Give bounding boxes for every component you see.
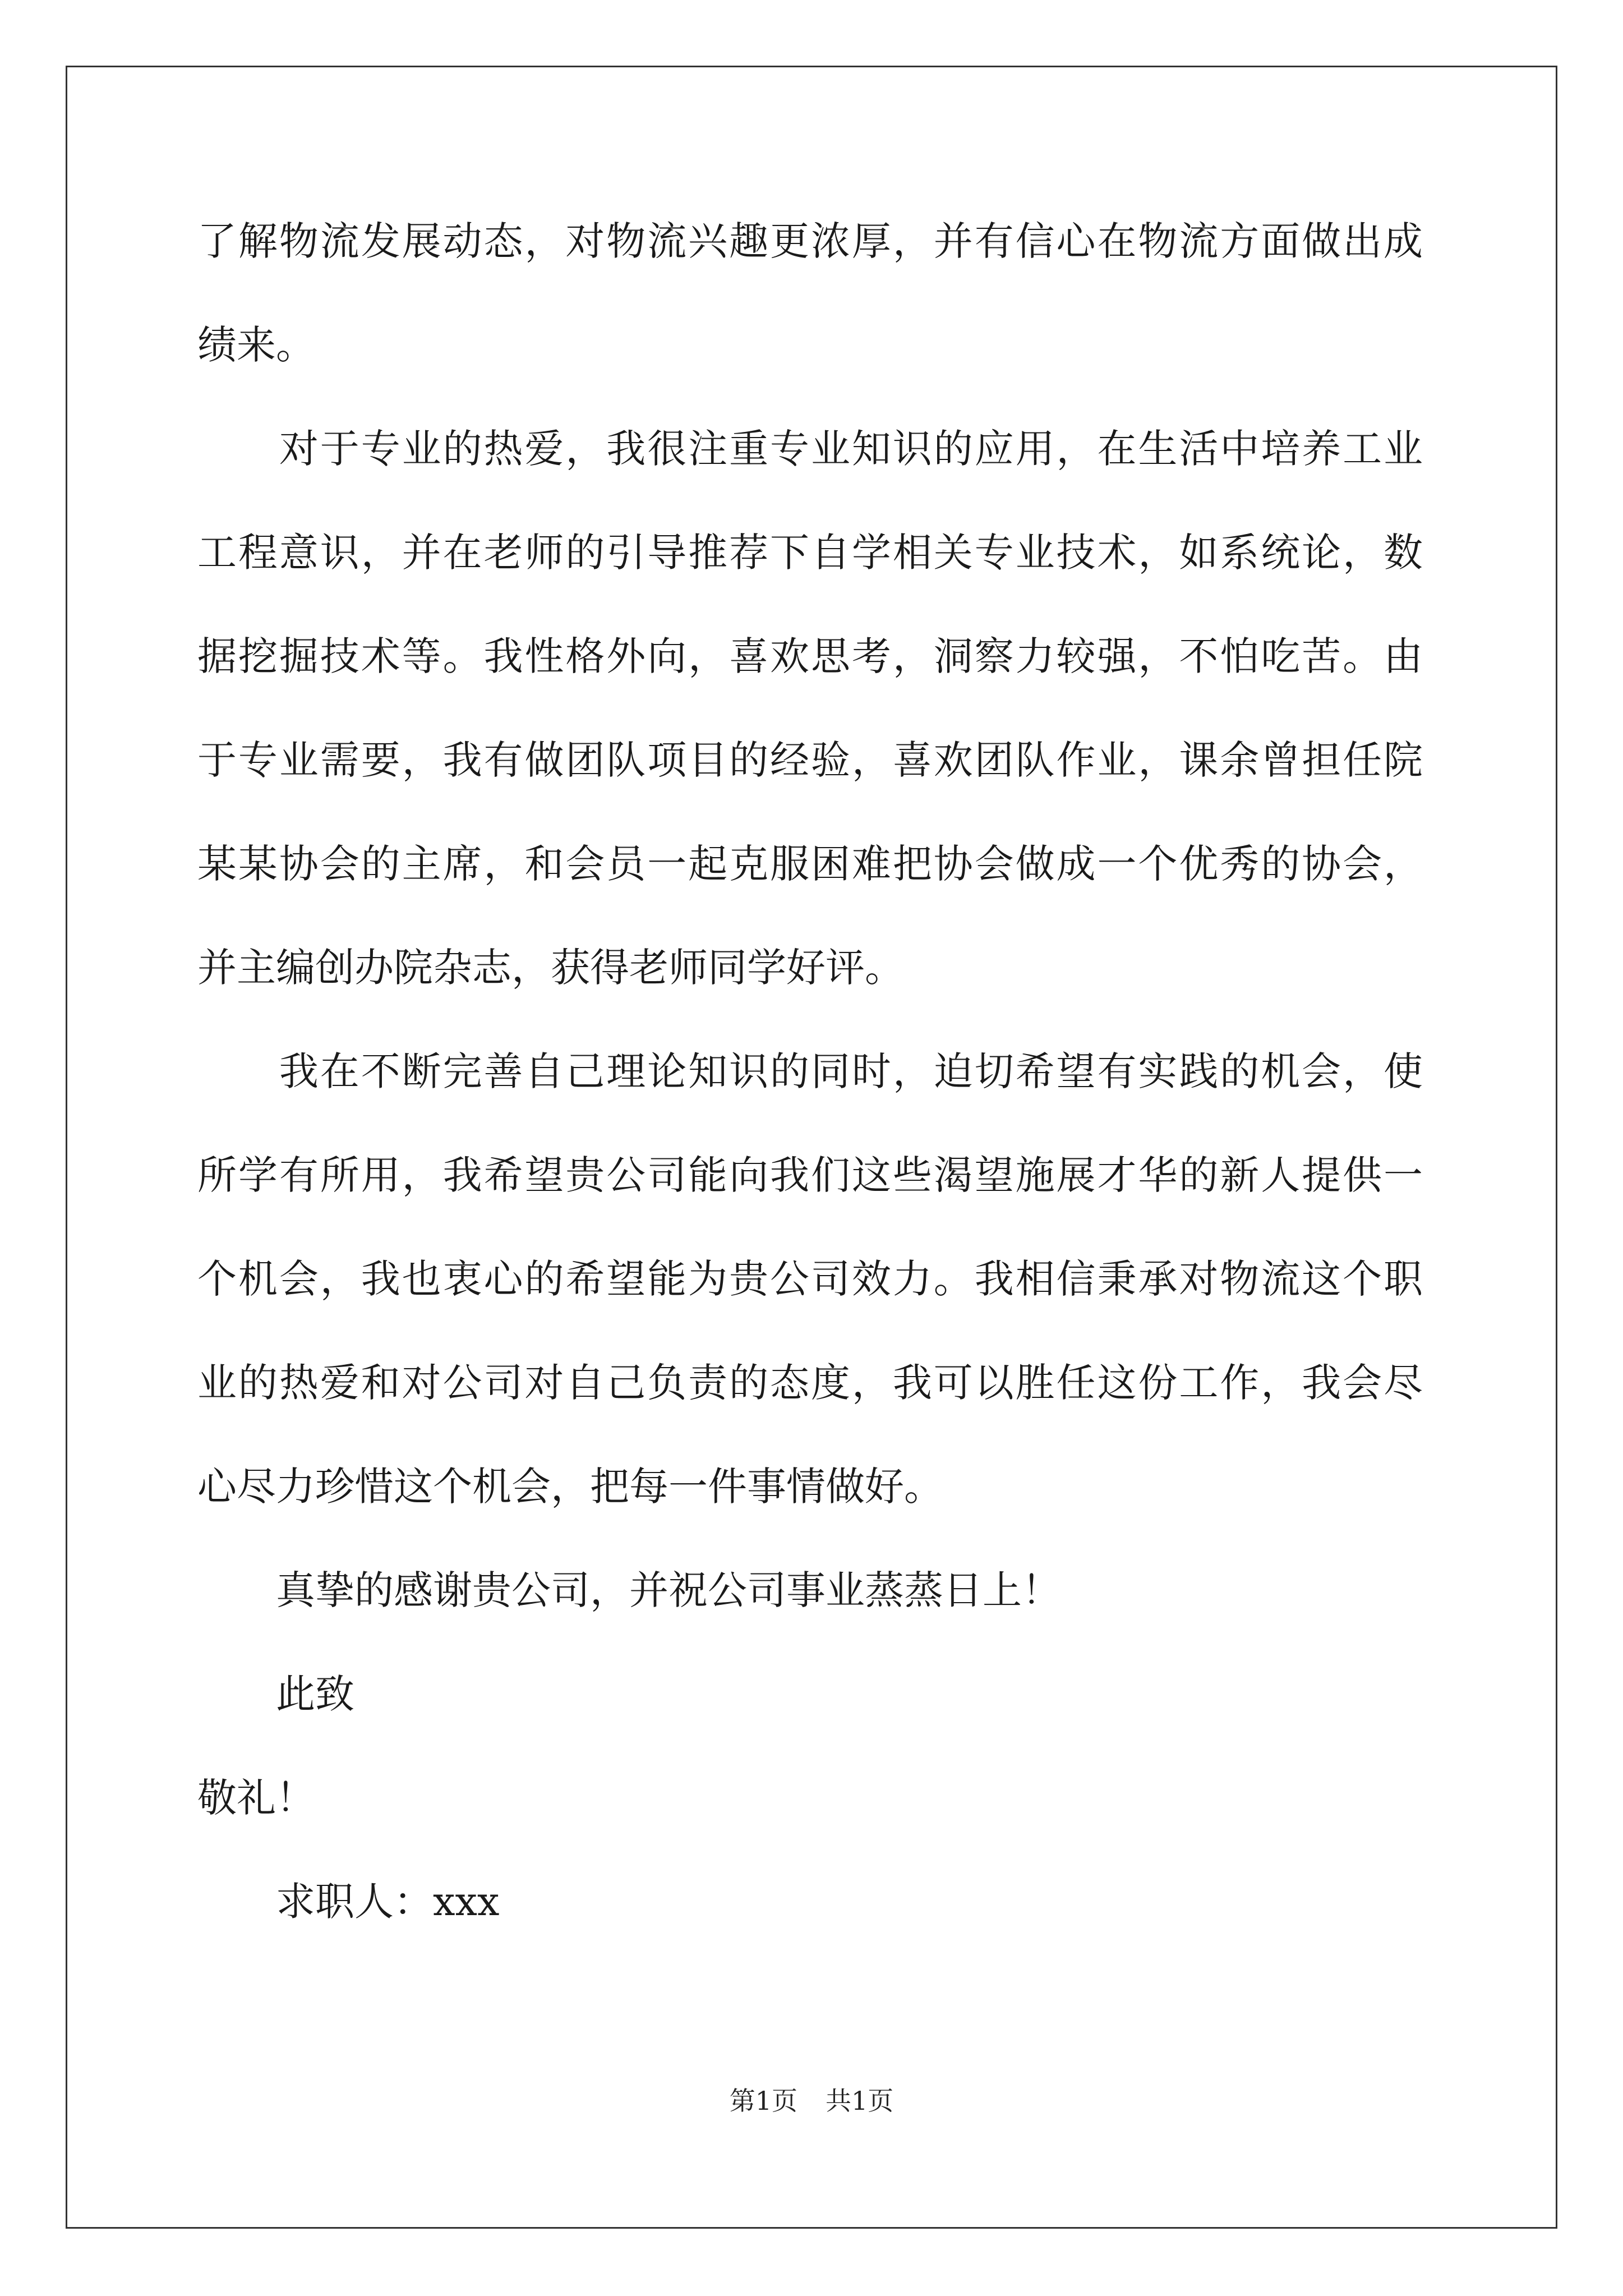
letter-line: 我在不断完善自己理论知识的同时，迫切希望有实践的机会，使 bbox=[197, 1048, 1423, 1094]
letter-line: 业的热爱和对公司对自己负责的态度，我可以胜任这份工作，我会尽 bbox=[197, 1360, 1423, 1406]
letter-line: 绩来。 bbox=[197, 322, 315, 368]
letter-line: 并主编创办院杂志，获得老师同学好评。 bbox=[197, 945, 904, 991]
letter-line: 所学有所用，我希望贵公司能向我们这些渴望施展才华的新人提供一 bbox=[197, 1152, 1423, 1198]
letter-line: 心尽力珍惜这个机会，把每一件事情做好。 bbox=[197, 1464, 943, 1510]
letter-line: 了解物流发展动态，对物流兴趣更浓厚，并有信心在物流方面做出成 bbox=[197, 218, 1423, 264]
signature-line: 求职人：xxx bbox=[197, 1879, 500, 1925]
salutation-ci-zhi: 此致 bbox=[197, 1671, 354, 1717]
page-footer bbox=[0, 2081, 1623, 2120]
letter-line: 工程意识，并在老师的引导推荐下自学相关专业技术，如系统论，数 bbox=[197, 530, 1423, 576]
letter-line: 某某协会的主席，和会员一起克服困难把协会做成一个优秀的协会， bbox=[197, 841, 1423, 887]
page-number-current: 第1页 bbox=[729, 2086, 797, 2116]
letter-line: 据挖掘技术等。我性格外向，喜欢思考，洞察力较强，不怕吃苦。由 bbox=[197, 633, 1423, 679]
letter-line: 个机会，我也衷心的希望能为贵公司效力。我相信秉承对物流这个职 bbox=[197, 1256, 1423, 1302]
letter-line: 于专业需要，我有做团队项目的经验，喜欢团队作业，课余曾担任院 bbox=[197, 737, 1423, 783]
page-number-total: 共1页 bbox=[826, 2086, 894, 2116]
letter-line: 对于专业的热爱，我很注重专业知识的应用，在生活中培养工业 bbox=[197, 426, 1423, 472]
salutation-jing-li: 敬礼！ bbox=[197, 1775, 315, 1821]
closing-wish: 真挚的感谢贵公司，并祝公司事业蒸蒸日上！ bbox=[197, 1567, 1061, 1613]
